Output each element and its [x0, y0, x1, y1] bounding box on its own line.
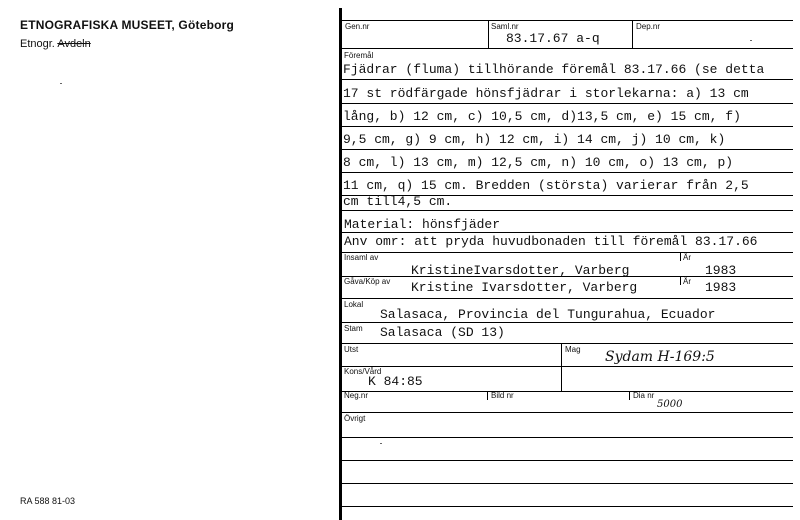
dia-nr-value: 5000 — [657, 399, 683, 410]
divider — [629, 391, 630, 400]
insamlat-av-label: Insaml av — [344, 253, 379, 262]
rule — [341, 366, 793, 367]
insamlat-av-value: KristineIvarsdotter, Varberg — [411, 263, 630, 278]
lokal-value: Salasaca, Provincia del Tungurahua, Ecuador — [380, 307, 716, 322]
gava-kop-label: Gåva/Köp av — [344, 277, 391, 286]
gava-kop-value: Kristine Ivarsdotter, Varberg — [411, 280, 638, 295]
bild-nr-label: Bild nr — [491, 391, 514, 400]
year-value: 1983 — [705, 263, 737, 278]
rule — [341, 210, 793, 211]
ovrigt-label: Övrigt — [344, 414, 366, 423]
foremal-label: Föremål — [344, 51, 374, 60]
divider — [632, 20, 633, 48]
kons-vard-value: K 84:85 — [368, 374, 423, 389]
rule — [341, 103, 793, 104]
divider — [680, 276, 681, 285]
mag-value: Sydam H-169:5 — [605, 349, 715, 365]
anv-omr-value: Anv omr: att pryda huvudbonaden till föremål 83.17.66 — [344, 234, 758, 249]
rule — [341, 460, 793, 461]
rule — [341, 483, 793, 484]
description-line: 11 cm, q) 15 cm. Bredden (största) varierar från 2,5 — [343, 178, 749, 193]
rule — [341, 343, 793, 344]
material-value: Material: hönsfjäder — [344, 217, 501, 232]
lokal-label: Lokal — [344, 300, 364, 309]
rule — [341, 322, 793, 323]
card-spine — [339, 8, 342, 520]
institution-title: ETNOGRAFISKA MUSEET, Göteborg — [20, 18, 235, 32]
description-line: 9,5 cm, g) 9 cm, h) 12 cm, i) 14 cm, j) 10 cm, k) — [343, 132, 726, 147]
rule — [341, 149, 793, 150]
description-line: cm till4,5 cm. — [343, 194, 453, 209]
rule — [341, 126, 793, 127]
divider — [487, 391, 488, 400]
description-line: 17 st rödfärgade hönsfjädrar i storlekarna: a) 13 cm — [343, 86, 749, 101]
rule — [341, 48, 793, 49]
divider — [680, 252, 681, 261]
rule — [341, 172, 793, 173]
year-label: År — [683, 253, 691, 262]
dep-nr-label: Dep.nr — [636, 22, 661, 31]
stam-label: Stam — [344, 324, 363, 333]
divider — [488, 20, 489, 48]
department-line — [20, 38, 91, 50]
department-struck: Avdeln — [57, 38, 91, 50]
description-line: 8 cm, l) 13 cm, m) 12,5 cm, n) 10 cm, o) 13 cm, p) — [343, 155, 734, 170]
saml-nr-value: 83.17.67 a-q — [506, 31, 600, 46]
speck — [60, 83, 62, 84]
kons-vard-label: Kons/Vård — [344, 367, 382, 376]
rule — [341, 437, 793, 438]
rule — [341, 506, 793, 507]
rule — [341, 298, 793, 299]
dia-nr-label: Dia nr — [633, 391, 655, 400]
department-prefix: Etnogr. — [20, 38, 58, 50]
saml-nr-label: Saml.nr — [491, 22, 519, 31]
rule — [341, 79, 793, 80]
neg-nr-label: Neg.nr — [344, 391, 369, 400]
year-label: År — [683, 277, 691, 286]
gen-nr-label: Gen.nr — [345, 22, 370, 31]
rule — [341, 252, 793, 253]
speck — [750, 40, 752, 41]
divider — [561, 343, 562, 391]
rule — [341, 391, 793, 392]
rule — [341, 412, 793, 413]
description-line: Fjädrar (fluma) tillhörande föremål 83.17.66 (se detta — [343, 62, 765, 77]
speck — [380, 443, 382, 444]
stam-value: Salasaca (SD 13) — [380, 325, 505, 340]
form-code: RA 588 81-03 — [20, 496, 76, 506]
description-line: lång, b) 12 cm, c) 10,5 cm, d)13,5 cm, e) 15 cm, f) — [343, 109, 741, 124]
rule — [341, 20, 793, 21]
mag-label: Mag — [565, 345, 581, 354]
utst-label: Utst — [344, 345, 359, 354]
year-value: 1983 — [705, 280, 737, 295]
rule — [341, 232, 793, 233]
